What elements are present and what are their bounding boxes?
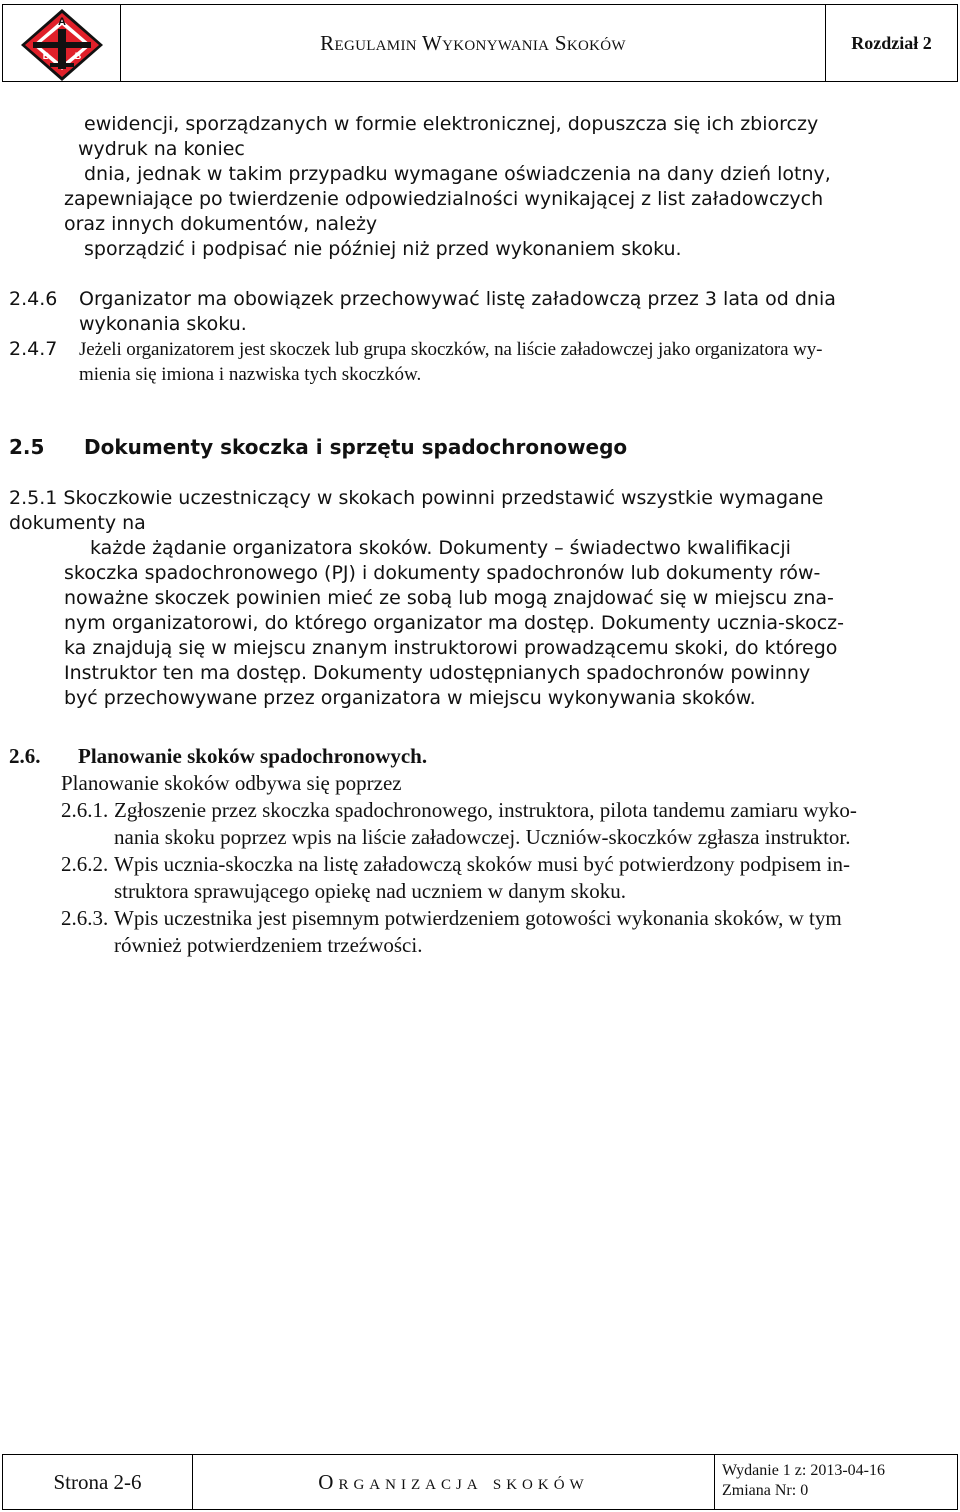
logo-letter-top: A (58, 16, 66, 28)
paragraph-line: 2.5.1 Skoczkowie uczestniczący w skokach powinni przedstawić wszystkie wymagane (9, 487, 824, 509)
footer-edition-cell (715, 1455, 957, 1509)
footer-section-title: Organizacja skoków (318, 1469, 589, 1494)
footer-section-cell (193, 1455, 715, 1509)
header-chapter-cell (826, 5, 957, 81)
club-logo-icon (3, 5, 121, 81)
logo-cell (3, 5, 121, 81)
document-title: Regulamin Wykonywania Skoków (320, 30, 626, 55)
paragraph-line: Planowanie skoków odbywa się poprzez (61, 771, 402, 795)
list-item-number: 2.6.3. (61, 906, 109, 930)
section-heading-number: 2.5 (9, 435, 45, 459)
paragraph-line: skoczka spadochronowego (PJ) i dokumenty spadochronów lub dokumenty rów- (64, 562, 821, 584)
paragraph-line: ka znajdują się w miejscu znanym instruktorowi prowadzącemu skoki, do którego (64, 637, 838, 659)
paragraph-line: Organizator ma obowiązek przechowywać listę załadowczą przez 3 lata od dnia (79, 288, 836, 310)
section-number: 2.4.6 (9, 288, 58, 310)
list-item-text: Wpis uczestnika jest pisemnym potwierdzeniem gotowości wykonania skoków, w tym (114, 906, 842, 930)
section-heading: Dokumenty skoczka i sprzętu spadochronowego (84, 435, 628, 459)
paragraph-line: mienia się imiona i nazwiska tych skoczków. (79, 364, 422, 385)
paragraph-line: zapewniające po twierdzenie odpowiedzialności wynikającej z list załadowczych (64, 188, 824, 210)
list-item-number: 2.6.2. (61, 852, 109, 876)
list-item-text: Wpis ucznia-skoczka na listę załadowczą skoków musi być potwierdzony podpisem in- (114, 852, 850, 876)
page-number: Strona 2-6 (53, 1469, 142, 1494)
paragraph-line: dnia, jednak w takim przypadku wymagane oświadczenia na dany dzień lotny, (84, 163, 831, 185)
paragraph-line: Instruktor ten ma dostęp. Dokumenty udostępnianych spadochronów powinny (64, 662, 811, 684)
list-item-text: Zgłoszenie przez skoczka spadochronowego, instruktora, pilota tandemu zamiaru wyko- (114, 798, 857, 822)
section-number: 2.4.7 (9, 338, 58, 360)
list-item-number: 2.6.1. (61, 798, 109, 822)
list-item-text: nania skoku poprzez wpis na liście załadowczej. Uczniów-skoczków zgłasza instruktor. (114, 825, 851, 849)
page-footer (2, 1454, 958, 1510)
page-header (2, 4, 958, 82)
paragraph-line: sporządzić i podpisać nie później niż przed wykonaniem skoku. (84, 238, 682, 260)
logo-letter-right: B (74, 51, 82, 61)
footer-page-cell (3, 1455, 193, 1509)
list-item-text: również potwierdzeniem trzeźwości. (114, 933, 423, 957)
logo-letter-left: B (42, 51, 50, 61)
change-info: Zmiana Nr: 0 (722, 1482, 809, 1499)
paragraph-line: oraz innych dokumentów, należy (64, 213, 378, 235)
paragraph-line: Jeżeli organizatorem jest skoczek lub grupa skoczków, na liście załadowczej jako organizatora wy- (79, 339, 823, 360)
paragraph-line: być przechowywane przez organizatora w miejscu wykonywania skoków. (64, 687, 756, 709)
paragraph-line: nym organizatorowi, do którego organizator ma dostęp. Dokumenty ucznia-skocz- (64, 612, 844, 634)
header-title-cell (121, 5, 826, 81)
paragraph-line: każde żądanie organizatora skoków. Dokumenty – świadectwo kwalifikacji (90, 537, 791, 559)
paragraph-line: noważne skoczek powinien mieć ze sobą lub mogą znajdować się w miejscu zna- (64, 587, 834, 609)
paragraph-line: dokumenty na (9, 512, 146, 534)
edition-info: Wydanie 1 z: 2013-04-16 (722, 1462, 885, 1479)
paragraph-line: ewidencji, sporządzanych w formie elektronicznej, dopuszcza się ich zbiorczy (84, 113, 819, 135)
section-heading: Planowanie skoków spadochronowych. (78, 744, 428, 768)
paragraph-line: wydruk na koniec (78, 138, 245, 160)
section-heading-number: 2.6. (9, 744, 41, 768)
chapter-label: Rozdział 2 (851, 32, 932, 53)
paragraph-line: wykonania skoku. (79, 313, 247, 335)
list-item-text: struktora sprawującego opiekę nad uczniem w danym skoku. (114, 879, 627, 903)
